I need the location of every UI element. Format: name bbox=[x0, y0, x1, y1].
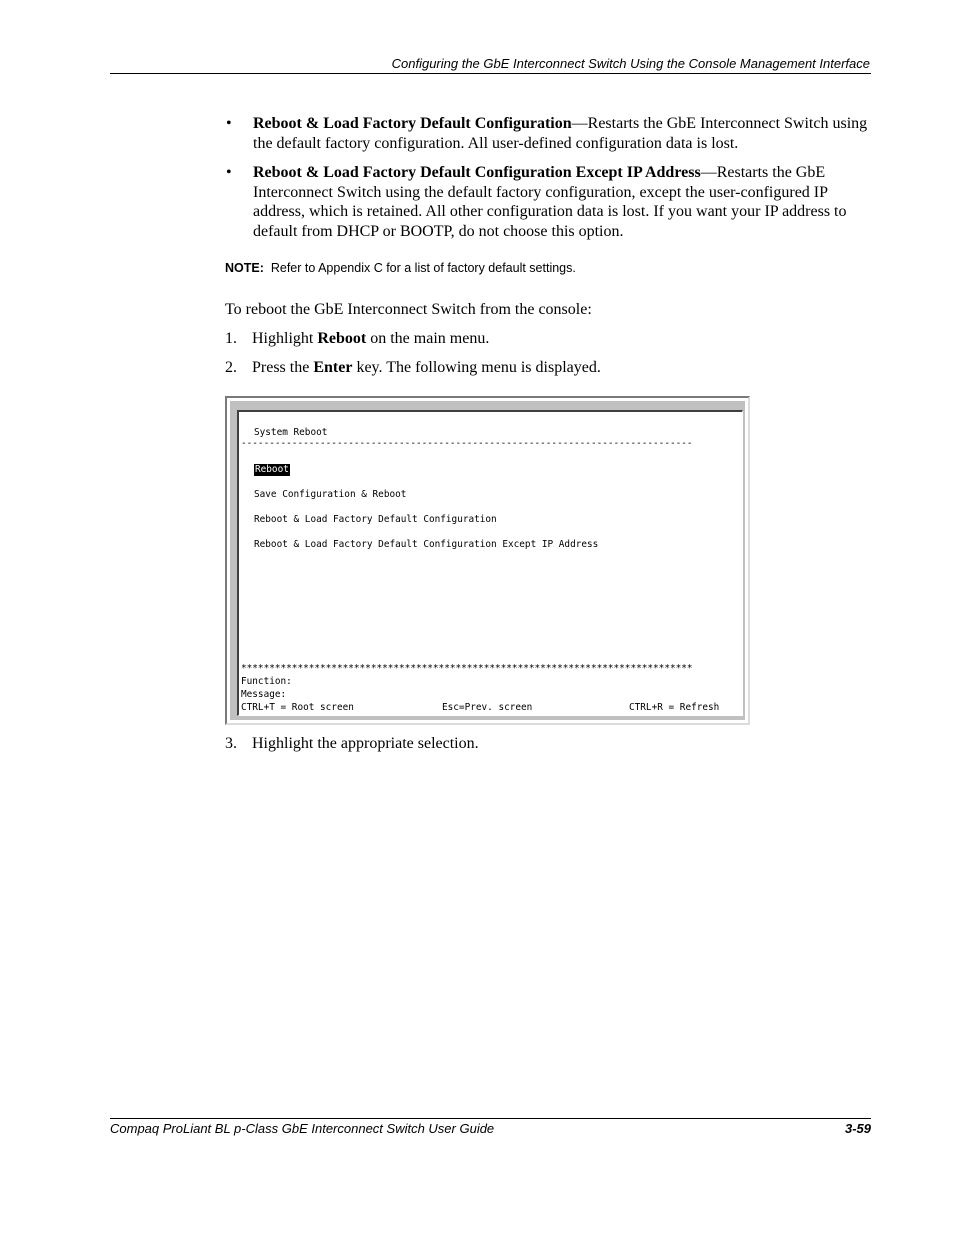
step-text: Press the bbox=[252, 359, 314, 376]
console-title: System Reboot bbox=[254, 427, 328, 438]
bullet-text: —Restarts the GbE Interconnect Switch using the default factory configuration, except the user-configured IP address, which is retained. All other configuration data is lost. If you want your IP address to default from DHCP or BOOTP, do not choose this option. bbox=[253, 164, 847, 240]
console-menu-item-save-reboot[interactable]: Save Configuration & Reboot bbox=[254, 489, 407, 500]
note-text: Refer to Appendix C for a list of factory default settings. bbox=[270, 261, 576, 275]
step-text: Highlight the appropriate selection. bbox=[252, 735, 479, 752]
bullet-item bbox=[226, 163, 876, 241]
step-number: 1. bbox=[225, 330, 237, 347]
bullet-item bbox=[226, 114, 876, 153]
note bbox=[225, 261, 576, 275]
bullet-term: Reboot & Load Factory Default Configuration bbox=[253, 115, 572, 132]
page-number: 3-59 bbox=[844, 1121, 871, 1136]
footer-title: Compaq ProLiant BL p-Class GbE Interconnect Switch User Guide bbox=[110, 1121, 495, 1136]
console-function-label: Function: bbox=[241, 676, 292, 687]
step-text: Highlight bbox=[252, 330, 318, 347]
console-key-refresh: CTRL+R = Refresh bbox=[629, 702, 720, 713]
console-menu-item-factory-default[interactable]: Reboot & Load Factory Default Configuration bbox=[254, 514, 497, 525]
console-key-prev-screen: Esc=Prev. screen bbox=[442, 702, 533, 713]
intro-paragraph: To reboot the GbE Interconnect Switch from the console: bbox=[225, 301, 592, 318]
console-message-label: Message: bbox=[241, 689, 287, 700]
step-bold: Enter bbox=[313, 359, 353, 376]
step-text: on the main menu. bbox=[366, 330, 490, 347]
step-item bbox=[225, 358, 601, 378]
step-item bbox=[225, 734, 479, 754]
step-number: 2. bbox=[225, 359, 237, 376]
footer-rule bbox=[110, 1118, 871, 1119]
note-label: NOTE: bbox=[225, 261, 264, 275]
step-bold: Reboot bbox=[317, 330, 367, 347]
step-item bbox=[225, 329, 489, 349]
step-text: key. The following menu is displayed. bbox=[352, 359, 601, 376]
console-star-divider: ******************************************************************************** bbox=[241, 663, 693, 674]
bullet-dot-icon: • bbox=[226, 164, 232, 181]
running-header: Configuring the GbE Interconnect Switch Using the Console Management Interface bbox=[391, 56, 870, 71]
console-menu-item-reboot[interactable]: Reboot bbox=[255, 464, 289, 475]
console-menu-item-factory-default-except-ip[interactable]: Reboot & Load Factory Default Configuration Except IP Address bbox=[254, 539, 599, 550]
console-screen bbox=[237, 410, 743, 716]
console-divider: -------------------------------------------------------------------------------- bbox=[241, 438, 693, 449]
header-rule bbox=[110, 73, 871, 74]
bullet-term: Reboot & Load Factory Default Configuration Except IP Address bbox=[253, 164, 701, 181]
console-key-root-screen: CTRL+T = Root screen bbox=[241, 702, 354, 713]
bullet-text: —Restarts the GbE Interconnect Switch using the default factory configuration. All user-defined configuration data is lost. bbox=[253, 115, 868, 152]
step-number: 3. bbox=[225, 735, 237, 752]
bullet-dot-icon: • bbox=[226, 115, 232, 132]
console-window-frame bbox=[230, 401, 745, 720]
console-screenshot bbox=[225, 396, 750, 725]
